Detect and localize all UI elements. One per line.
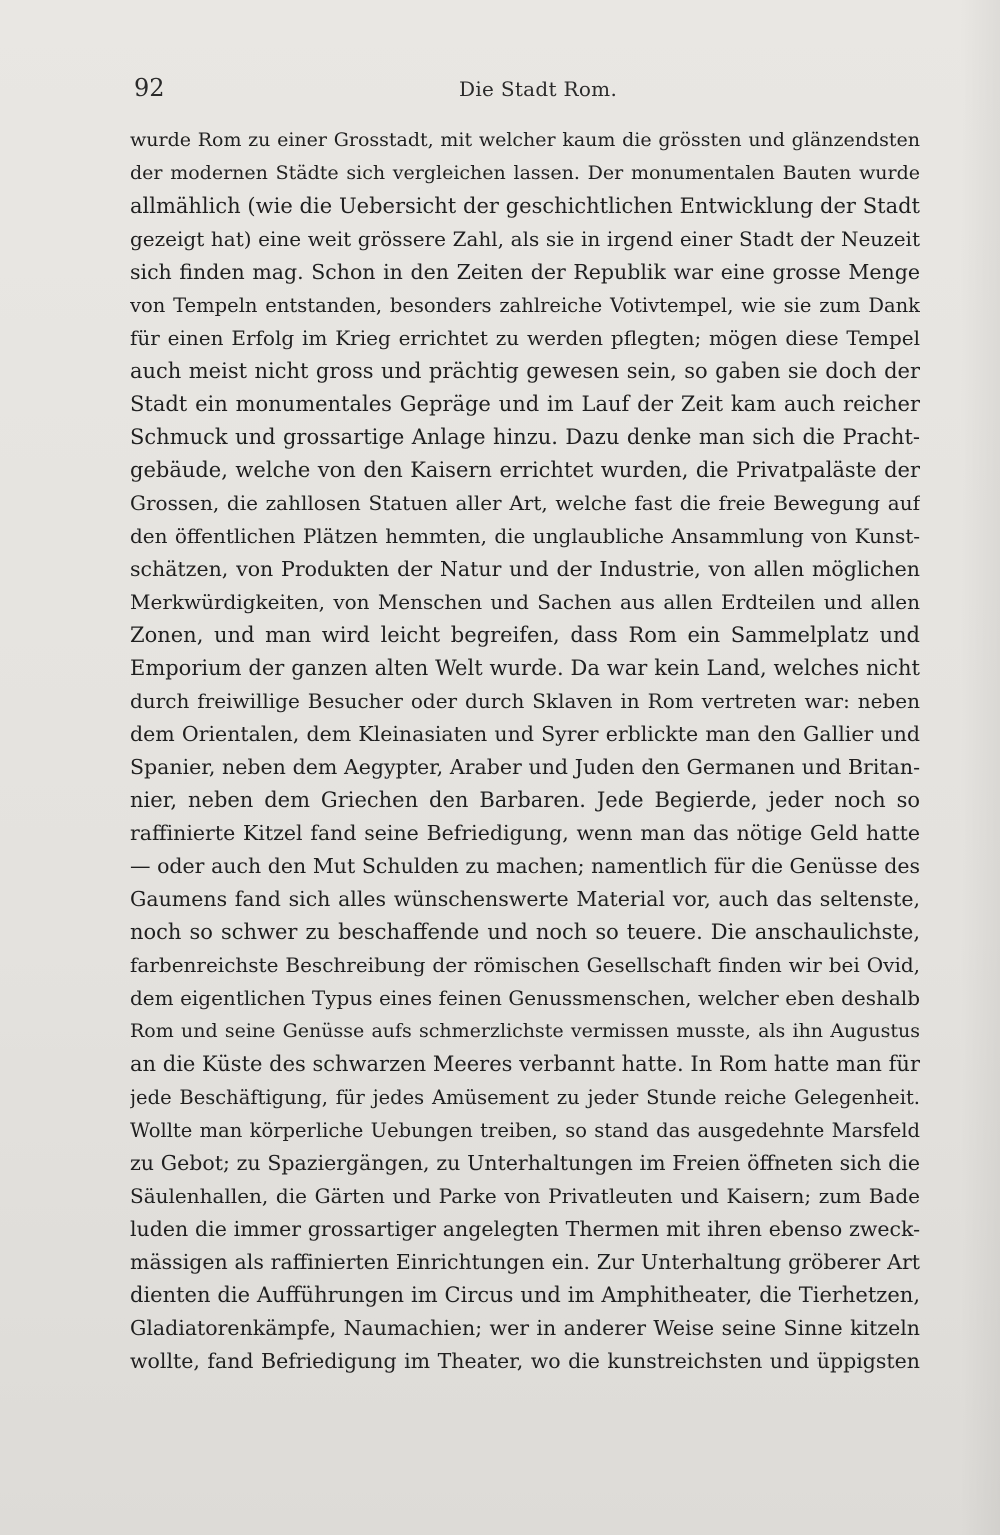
text-line: raffinierte Kitzel fand seine Befriedigung, wenn man das nötige Geld hatte (130, 821, 920, 845)
text-line: Spanier, neben dem Aegypter, Araber und Juden den Germanen und Britan- (130, 755, 920, 779)
text-line: gebäude, welche von den Kaisern errichtet wurden, die Privatpaläste der (130, 458, 920, 482)
text-line: Emporium der ganzen alten Welt wurde. Da war kein Land, welches nicht (130, 656, 920, 680)
running-title: Die Stadt Rom. (459, 77, 618, 101)
text-line: von Tempeln entstanden, besonders zahlreiche Votivtempel, wie sie zum Dank (130, 294, 920, 317)
text-line: an die Küste des schwarzen Meeres verbannt hatte. In Rom hatte man für (130, 1052, 920, 1076)
text-line: Zonen, und man wird leicht begreifen, dass Rom ein Sammelplatz und (130, 623, 920, 647)
text-line: sich finden mag. Schon in den Zeiten der Republik war eine grosse Menge (130, 260, 920, 284)
text-line: noch so schwer zu beschaffende und noch so teuere. Die anschaulichste, (130, 920, 920, 944)
text-line: gezeigt hat) eine weit grössere Zahl, als sie in irgend einer Stadt der Neuzeit (130, 227, 920, 251)
text-line: zu Gebot; zu Spaziergängen, zu Unterhaltungen im Freien öffneten sich die (130, 1151, 920, 1175)
text-line: durch freiwillige Besucher oder durch Sklaven in Rom vertreten war: neben (130, 689, 920, 713)
text-line: nier, neben dem Griechen den Barbaren. Jede Begierde, jeder noch so (130, 788, 920, 812)
text-line: den öffentlichen Plätzen hemmten, die unglaubliche Ansammlung von Kunst- (130, 524, 920, 548)
text-line: schätzen, von Produkten der Natur und der Industrie, von allen möglichen (130, 557, 920, 581)
text-line: mässigen als raffinierten Einrichtungen ein. Zur Unterhaltung gröberer Art (130, 1250, 920, 1274)
text-line: dem eigentlichen Typus eines feinen Genussmenschen, welcher eben deshalb (130, 986, 920, 1010)
text-line: der modernen Städte sich vergleichen lassen. Der monumentalen Bauten wurde (130, 162, 920, 184)
text-line: allmählich (wie die Uebersicht der geschichtlichen Entwicklung der Stadt (130, 194, 920, 218)
text-line: Stadt ein monumentales Gepräge und im Lauf der Zeit kam auch reicher (130, 392, 920, 416)
text-line: Grossen, die zahllosen Statuen aller Art, welche fast die freie Bewegung auf (130, 491, 920, 515)
text-line: wollte, fand Befriedigung im Theater, wo die kunstreichsten und üppigsten (130, 1349, 920, 1373)
text-line: Merkwürdigkeiten, von Menschen und Sachen aus allen Erdteilen und allen (130, 590, 920, 614)
body-text (130, 124, 920, 1378)
text-line: dienten die Aufführungen im Circus und im Amphitheater, die Tierhetzen, (130, 1283, 920, 1307)
text-line: Säulenhallen, die Gärten und Parke von Privatleuten und Kaisern; zum Bade (130, 1184, 920, 1208)
text-line: Gaumens fand sich alles wünschenswerte Material vor, auch das seltenste, (130, 887, 920, 911)
running-head (134, 74, 920, 110)
text-line: Wollte man körperliche Uebungen treiben, so stand das ausgedehnte Marsfeld (130, 1119, 920, 1142)
text-line: Rom und seine Genüsse aufs schmerzlichste vermissen musste, als ihn Augustus (130, 1020, 920, 1042)
text-line: für einen Erfolg im Krieg errichtet zu werden pflegten; mögen diese Tempel (130, 326, 920, 350)
text-line: — oder auch den Mut Schulden zu machen; namentlich für die Genüsse des (130, 854, 920, 878)
text-line: farbenreichste Beschreibung der römischen Gesellschaft finden wir bei Ovid, (130, 953, 920, 977)
text-line: luden die immer grossartiger angelegten Thermen mit ihren ebenso zweck- (130, 1217, 920, 1241)
text-line: jede Beschäftigung, für jedes Amüsement zu jeder Stunde reiche Gelegenheit. (130, 1086, 920, 1109)
text-line: dem Orientalen, dem Kleinasiaten und Syrer erblickte man den Gallier und (130, 722, 920, 746)
text-line: auch meist nicht gross und prächtig gewesen sein, so gaben sie doch der (130, 359, 920, 383)
text-line: Schmuck und grossartige Anlage hinzu. Dazu denke man sich die Pracht- (130, 425, 920, 449)
page-number: 92 (134, 74, 165, 102)
page-edge-shadow (960, 0, 1000, 1535)
text-line: wurde Rom zu einer Grosstadt, mit welcher kaum die grössten und glänzendsten (130, 129, 920, 151)
text-line: Gladiatorenkämpfe, Naumachien; wer in anderer Weise seine Sinne kitzeln (130, 1316, 920, 1340)
